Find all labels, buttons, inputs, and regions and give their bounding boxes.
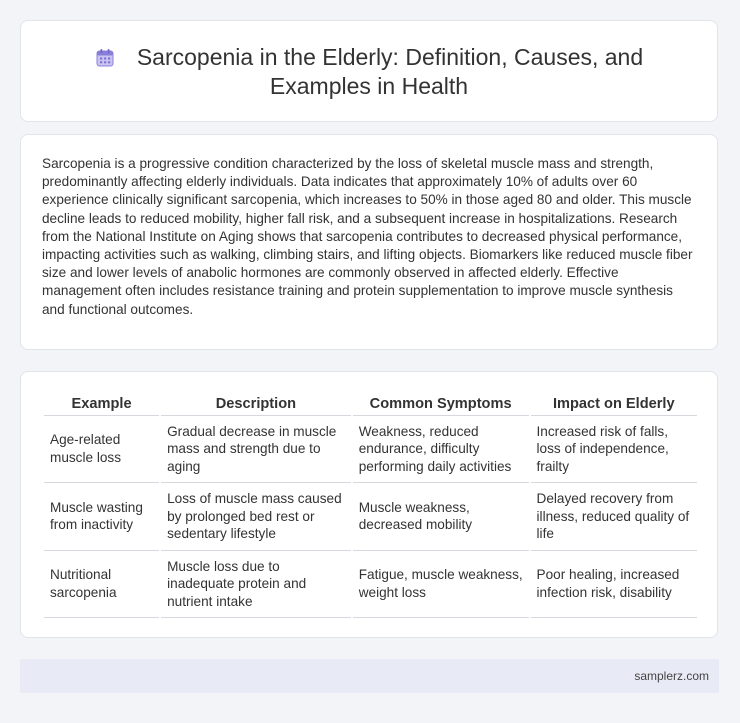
title-card xyxy=(20,20,718,122)
cell-description: Loss of muscle mass caused by prolonged bed rest or sedentary lifestyle xyxy=(161,483,351,551)
intro-card xyxy=(20,134,718,350)
table-row xyxy=(44,551,697,619)
footer-site-link[interactable]: samplerz.com xyxy=(634,669,709,683)
cell-description: Muscle loss due to inadequate protein and nutrient intake xyxy=(161,551,351,619)
cell-symptoms: Muscle weakness, decreased mobility xyxy=(353,483,529,551)
table-card xyxy=(20,371,718,638)
column-header-impact: Impact on Elderly xyxy=(531,394,697,416)
cell-impact: Poor healing, increased infection risk, disability xyxy=(531,551,697,619)
column-header-symptoms: Common Symptoms xyxy=(353,394,529,416)
cell-impact: Delayed recovery from illness, reduced quality of life xyxy=(531,483,697,551)
table-row xyxy=(44,483,697,551)
cell-symptoms: Fatigue, muscle weakness, weight loss xyxy=(353,551,529,619)
table-row xyxy=(44,416,697,484)
cell-example: Age-related muscle loss xyxy=(44,416,159,484)
cell-description: Gradual decrease in muscle mass and strength due to aging xyxy=(161,416,351,484)
page-title: Sarcopenia in the Elderly: Definition, Causes, and Examples in Health xyxy=(136,44,644,99)
calendar-icon xyxy=(95,46,115,66)
cell-example: Nutritional sarcopenia xyxy=(44,551,159,619)
column-header-description: Description xyxy=(161,394,351,416)
page-title-wrap xyxy=(21,43,717,101)
sarcopenia-table xyxy=(42,394,699,618)
table-header-row xyxy=(44,394,697,416)
intro-paragraph: Sarcopenia is a progressive condition characterized by the loss of skeletal muscle mass and strength, predominantly affecting elderly individuals. Data indicates that approximately 10% of adults over 60 experience clinically significant sarcopenia, which increases to 50% in those aged 80 and older. This muscle decline leads to reduced mobility, higher fall risk, and a subsequent increase in hospitalizations. Research from the National Institute on Aging shows that sarcopenia contributes to decreased physical performance, impacting activities such as walking, climbing stairs, and lifting objects. Biomarkers like reduced muscle fiber size and lower levels of anabolic hormones are commonly observed in affected elderly. Effective management often includes resistance training and protein supplementation to improve muscle synthesis and functional outcomes. xyxy=(42,156,693,317)
column-header-example: Example xyxy=(44,394,159,416)
cell-symptoms: Weakness, reduced endurance, difficulty performing daily activities xyxy=(353,416,529,484)
cell-example: Muscle wasting from inactivity xyxy=(44,483,159,551)
footer-bar xyxy=(20,659,719,693)
cell-impact: Increased risk of falls, loss of independence, frailty xyxy=(531,416,697,484)
